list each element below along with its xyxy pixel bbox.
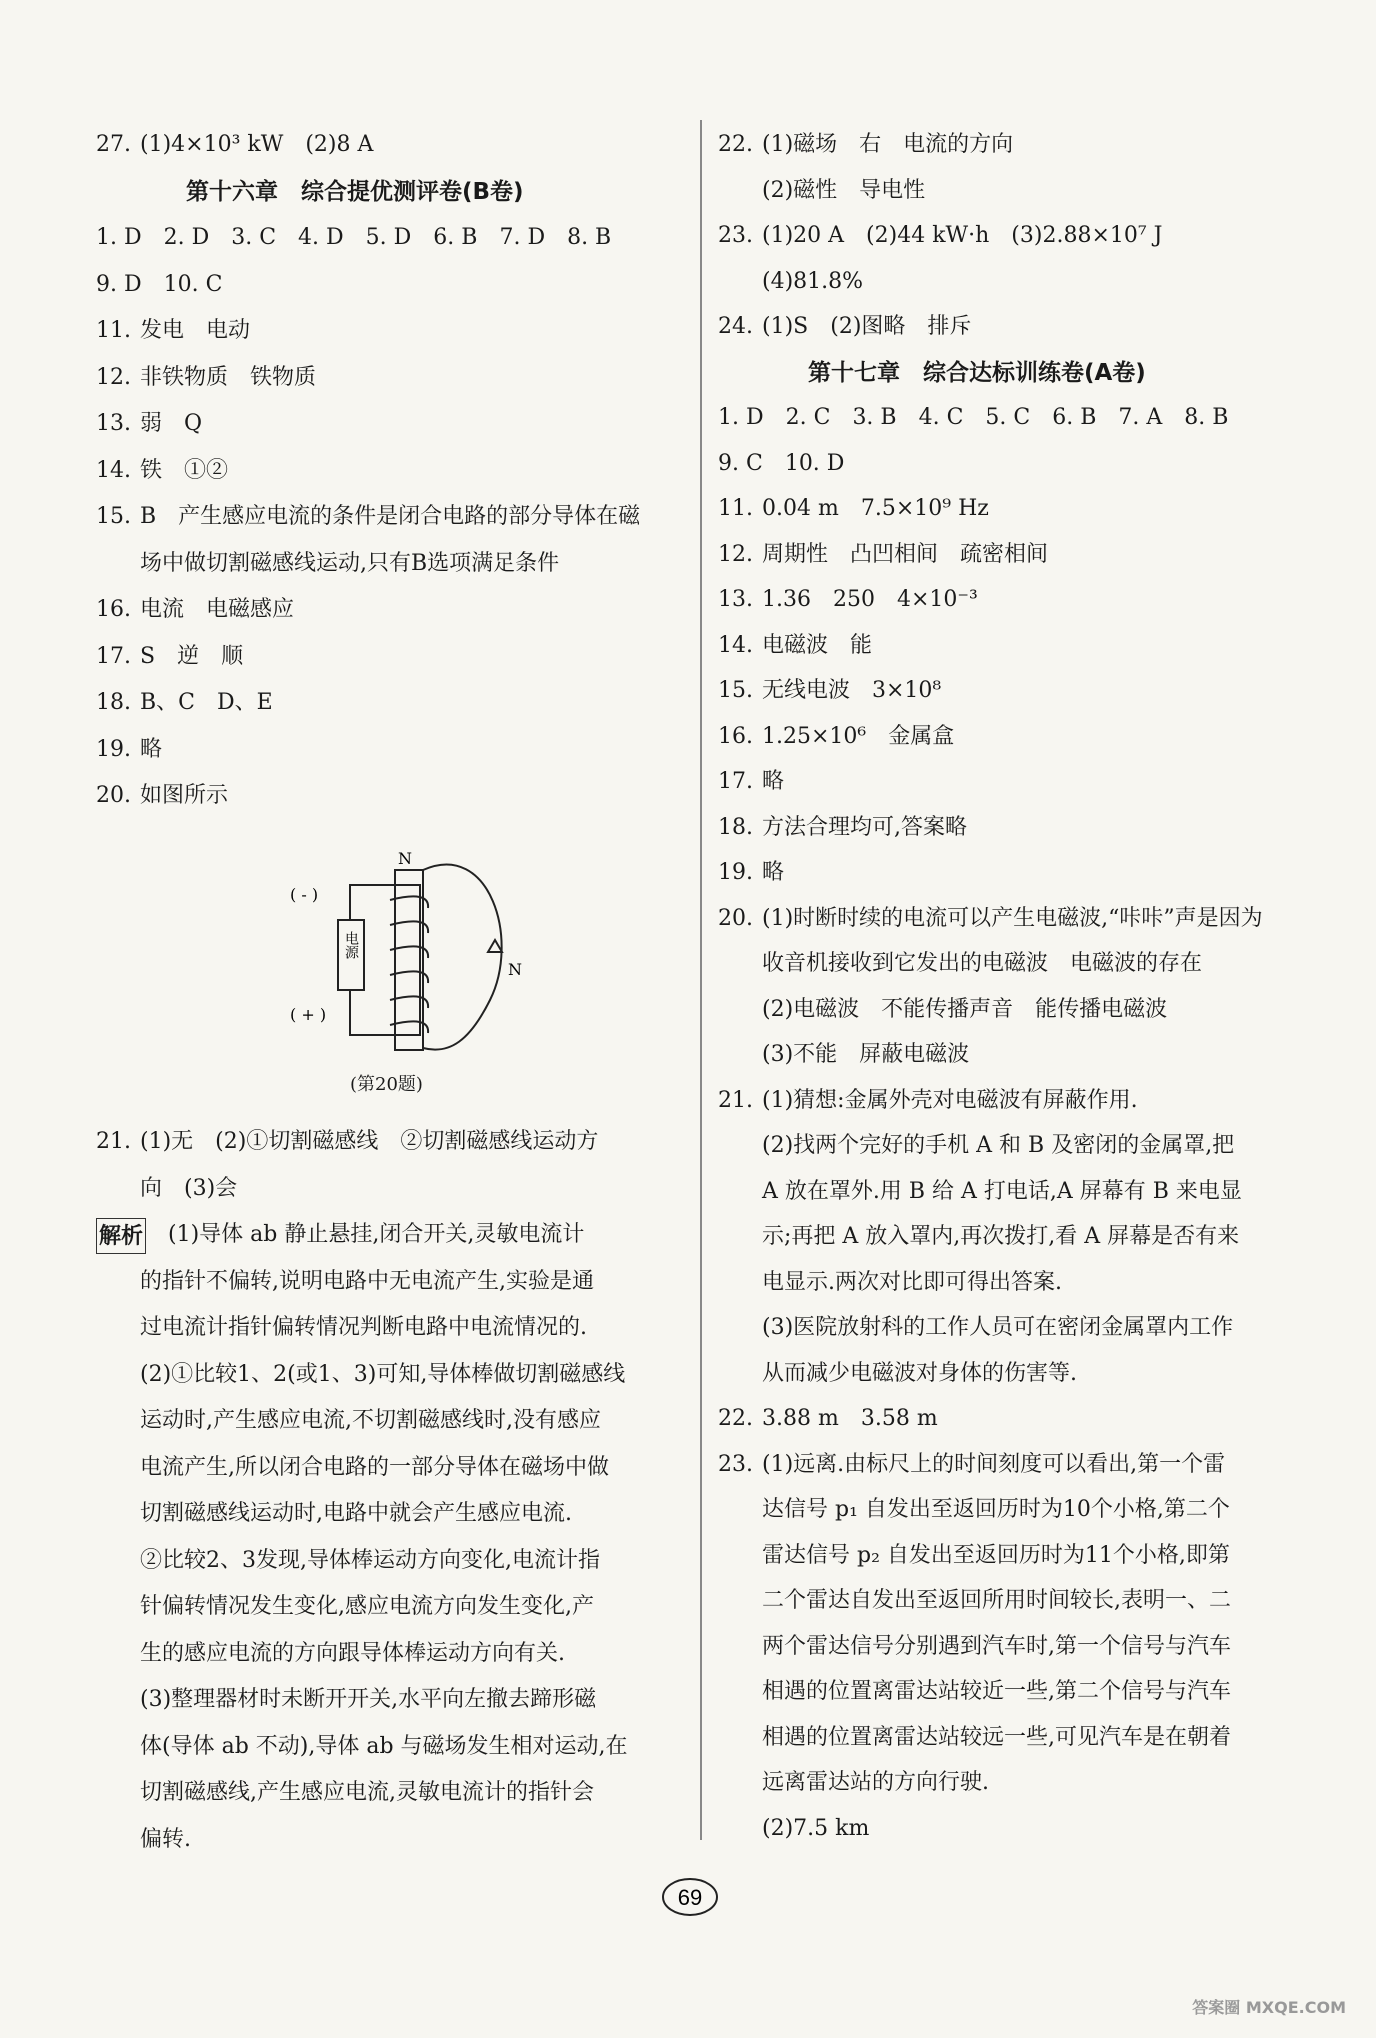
question-number: 16. [718,723,753,749]
answer-text: (1)S (2)图略 排斥 [762,314,972,339]
answer-text: 的指针不偏转,说明电路中无电流产生,实验是通 [140,1268,594,1294]
section-heading: 第十七章 综合达标训练卷(A卷) [808,359,1146,386]
question-number: 13. [718,587,753,612]
answer-text: 二个雷达自发出至返回所用时间较长,表明一、二 [762,1588,1231,1613]
answer-text: 场中做切割磁感线运动,只有B选项满足条件 [140,550,560,576]
plus-terminal-label: ( + ) [290,1005,327,1024]
answer-text: 电流产生,所以闭合电路的一部分导体在磁场中做 [140,1454,609,1480]
answer-text: 生的感应电流的方向跟导体棒运动方向有关. [140,1640,565,1666]
answer-text: (1)20 A (2)44 kW·h (3)2.88×10⁷ J [762,223,1163,248]
answer-text: 示;再把 A 放入罩内,再次拨打,看 A 屏幕是否有来 [762,1224,1240,1249]
answer-text: 1. D 2. D 3. C 4. D 5. D 6. B 7. D 8. B [96,225,612,250]
answer-text: 运动时,产生感应电流,不切割磁感线时,没有感应 [140,1408,601,1433]
question-number: 12. [96,364,131,390]
answer-text: 雷达信号 p₂ 自发出至返回历时为11个小格,即第 [762,1542,1230,1568]
answer-text: (3)整理器材时未断开开关,水平向左撤去蹄形磁 [140,1687,597,1712]
answer-text: 针偏转情况发生变化,感应电流方向发生变化,产 [140,1594,594,1619]
answer-text: (2)找两个完好的手机 A 和 B 及密闭的金属罩,把 [762,1133,1235,1158]
answer-text: 周期性 凸凹相间 疏密相间 [762,541,1049,567]
field-line [423,865,502,1050]
answer-text: B、C D、E [140,690,273,715]
column-divider [700,120,702,1840]
question-number: 20. [718,905,753,931]
question-number: 19. [96,736,131,762]
answer-text: 方法合理均可,答案略 [762,814,967,840]
page-number-text: 69 [677,1885,703,1910]
answer-text: 1.36 250 4×10⁻³ [762,587,978,612]
answer-text: 1. D 2. C 3. B 4. C 5. C 6. B 7. A 8. B [718,405,1229,430]
answer-text: 发电 电动 [140,318,251,343]
power-source-label: 电源 [343,931,359,959]
watermark-logo: 答案圈 MXQE.COM [1192,1998,1346,2017]
answer-text: (1)猜想:金属外壳对电磁波有屏蔽作用. [762,1087,1138,1113]
answer-text: (3)不能 屏蔽电磁波 [762,1042,970,1067]
answer-text: 达信号 p₁ 自发出至返回历时为10个小格,第二个 [762,1497,1230,1522]
question-number: 11. [96,318,131,343]
analysis-tag: 解析 [96,1218,146,1254]
answer-text: (1)4×10³ kW (2)8 A [140,132,374,157]
question-number: 21. [96,1129,131,1154]
answer-text: 切割磁感线运动时,电路中就会产生感应电流. [140,1501,572,1526]
question-number: 27. [96,132,131,157]
answer-text: 1.25×10⁶ 金属盒 [762,723,955,749]
question-number: 21. [718,1087,753,1113]
question-number: 17. [96,643,131,669]
answer-text: 略 [762,769,785,794]
answer-text: 过电流计指针偏转情况判断电路中电流情况的. [140,1315,587,1340]
question-number: 18. [96,690,131,715]
answer-text: (1)时断时续的电流可以产生电磁波,“咔咔”声是因为 [762,905,1263,931]
answer-text: 电流 电磁感应 [140,597,295,622]
question-number: 22. [718,1406,753,1431]
question-number: 11. [718,496,753,521]
answer-text: ②比较2、3发现,导体棒运动方向变化,电流计指 [140,1547,600,1573]
answer-text: 3.88 m 3.58 m [762,1406,938,1431]
section-heading: 第十六章 综合提优测评卷(B卷) [186,178,524,205]
answer-text: (3)医院放射科的工作人员可在密闭金属罩内工作 [762,1315,1234,1340]
compass-needle [488,940,502,952]
answer-text: (4)81.8% [762,268,864,294]
answer-text: 弱 Q [140,411,203,436]
answer-text: 0.04 m 7.5×10⁹ Hz [762,496,989,521]
question-number: 18. [718,814,753,840]
answer-text: 无线电波 3×10⁸ [762,678,942,703]
question-number: 24. [718,314,753,339]
answer-text: 略 [762,860,785,885]
answer-text: (1)磁场 右 电流的方向 [762,132,1014,157]
answer-text: 电磁波 能 [762,632,873,658]
answer-text: 电显示.两次对比即可得出答案. [762,1269,1062,1295]
answer-text: (1)远离.由标尺上的时间刻度可以看出,第一个雷 [762,1451,1226,1477]
page-number-badge-icon [660,1875,720,1919]
answer-text: 铁 ①② [140,457,229,483]
answer-text: (1)无 (2)①切割磁感线 ②切割磁感线运动方 [140,1129,599,1154]
answer-text: 9. D 10. C [96,271,223,297]
answer-text: (2)①比较1、2(或1、3)可知,导体棒做切割磁感线 [140,1361,626,1387]
question-number: 16. [96,597,131,622]
answer-text: (1)导体 ab 静止悬挂,闭合开关,灵敏电流计 [168,1222,585,1247]
question-number: 13. [96,411,131,436]
answer-text: (2)磁性 导电性 [762,177,926,203]
answer-text: B 产生感应电流的条件是闭合电路的部分导体在磁 [140,504,641,529]
question-number: 19. [718,860,753,885]
answer-text: 两个雷达信号分别遇到汽车时,第一个信号与汽车 [762,1633,1231,1659]
question-number: 15. [96,504,131,529]
question-number: 14. [96,457,131,483]
compass-north-label: N [508,960,522,979]
answer-text: 如图所示 [140,783,229,808]
answer-text: (2)电磁波 不能传播声音 能传播电磁波 [762,996,1168,1022]
answer-text: 收音机接收到它发出的电磁波 电磁波的存在 [762,951,1203,976]
answer-text: 偏转. [140,1826,191,1852]
page-number [660,1875,720,1923]
answer-text: 切割磁感线,产生感应电流,灵敏电流计的指针会 [140,1780,594,1805]
answer-text: 9. C 10. D [718,450,845,476]
question-number: 12. [718,541,753,567]
answer-text: 相遇的位置离雷达站较远一些,可见汽车是在朝着 [762,1724,1231,1750]
question-number: 23. [718,223,753,248]
answer-text: 相遇的位置离雷达站较近一些,第二个信号与汽车 [762,1679,1231,1704]
question-number: 20. [96,783,131,808]
answer-text: S 逆 顺 [140,643,244,669]
answer-text: A 放在罩外.用 B 给 A 打电话,A 屏幕有 B 来电显 [762,1178,1242,1204]
question-number: 17. [718,769,753,794]
question-number: 23. [718,1451,753,1477]
question-number: 22. [718,132,753,157]
answer-text: 向 (3)会 [140,1175,238,1201]
solenoid-figure [290,830,540,1080]
answer-text: (2)7.5 km [762,1815,870,1841]
minus-terminal-label: ( - ) [290,885,319,904]
question-number: 14. [718,632,753,658]
answer-text: 略 [140,736,163,762]
question-number: 15. [718,678,753,703]
north-pole-label: N [398,849,412,868]
answer-text: 非铁物质 铁物质 [140,364,317,390]
answer-text: 远离雷达站的方向行驶. [762,1770,989,1795]
figure-caption: (第20题) [350,1074,423,1095]
answer-text: 从而减少电磁波对身体的伤害等. [762,1360,1077,1386]
answer-text: 体(导体 ab 不动),导体 ab 与磁场发生相对运动,在 [140,1733,628,1759]
